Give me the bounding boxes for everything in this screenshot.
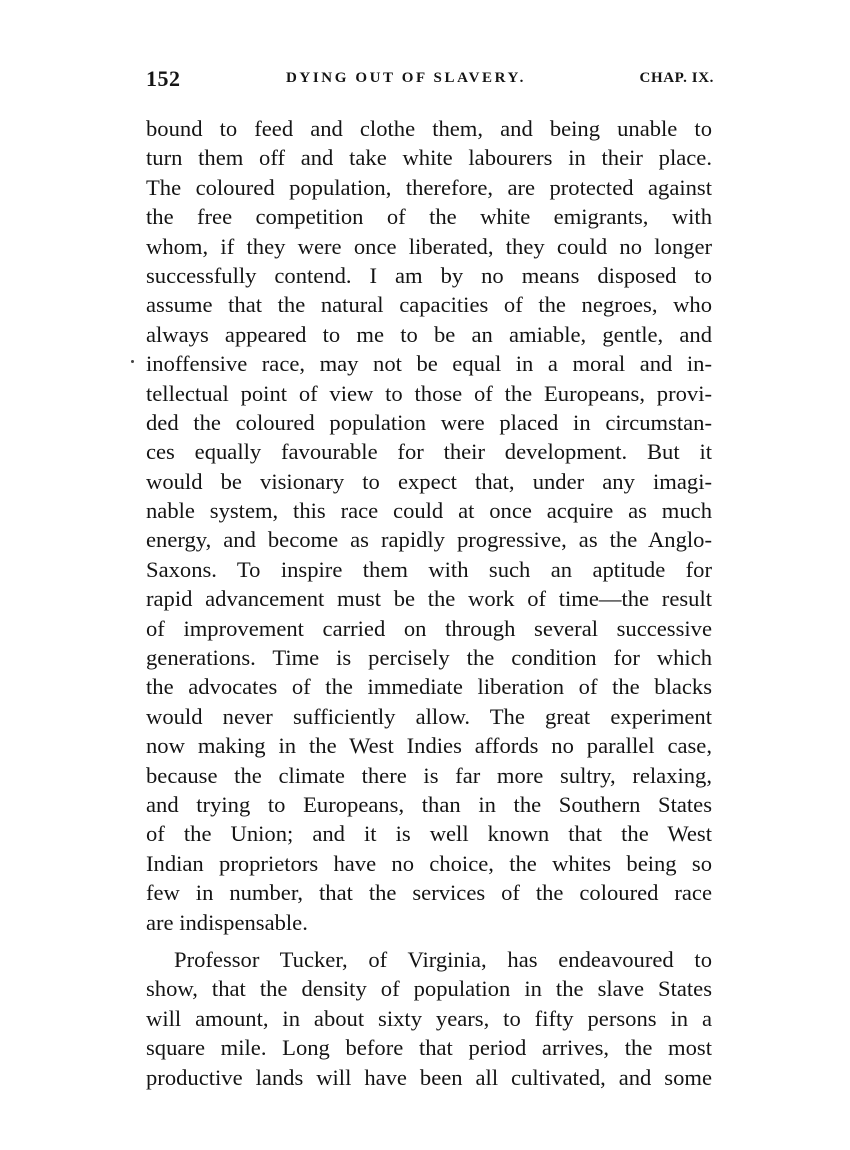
text-line: always appeared to me to be an amiable, gentle, and: [146, 321, 712, 347]
body-text: [146, 114, 712, 1092]
text-line: nable system, this race could at once acquire as much: [146, 498, 712, 524]
text-line: ces equally favourable for their development. But it: [146, 439, 712, 465]
paragraph-2: [146, 945, 712, 1092]
text-line: successfully contend. I am by no means disposed to: [146, 262, 712, 288]
text-line: inoffensive race, may not be equal in a moral and in-: [146, 351, 712, 377]
text-line: assume that the natural capacities of the negroes, who: [146, 292, 712, 318]
text-line: square mile. Long before that period arrives, the most: [146, 1035, 712, 1061]
text-line: Saxons. To inspire them with such an aptitude for: [146, 556, 712, 582]
text-line: would never sufficiently allow. The great experiment: [146, 703, 712, 729]
text-line: productive lands will have been all cultivated, and some: [146, 1064, 712, 1090]
chapter-reference: CHAP. IX.: [639, 70, 714, 86]
text-line: ded the coloured population were placed in circumstan-: [146, 409, 712, 435]
text-line: whom, if they were once liberated, they could no longer: [146, 233, 712, 259]
text-line: of the Union; and it is well known that the West: [146, 821, 712, 847]
running-title: DYING OUT OF SLAVERY.: [286, 70, 526, 86]
text-line: rapid advancement must be the work of time—the result: [146, 586, 712, 612]
paragraph-1: [146, 114, 712, 937]
text-line: bound to feed and clothe them, and being unable to: [146, 116, 712, 141]
paragraph-gap: [146, 937, 712, 945]
text-line: are indispensable.: [146, 909, 308, 935]
text-line: because the climate there is far more sultry, relaxing,: [146, 762, 712, 788]
text-line: the advocates of the immediate liberation of the blacks: [146, 674, 712, 700]
page-number: 152: [146, 66, 181, 91]
text-line: would be visionary to expect that, under any imagi-: [146, 468, 712, 494]
text-line: few in number, that the services of the coloured race: [146, 880, 712, 906]
text-line: will amount, in about sixty years, to fifty persons in a: [146, 1005, 712, 1031]
margin-mark: [131, 360, 134, 363]
text-line: now making in the West Indies affords no parallel case,: [146, 733, 712, 759]
text-line: Professor Tucker, of Virginia, has endeavoured to: [174, 946, 712, 972]
text-line: energy, and become as rapidly progressive, as the Anglo-: [146, 527, 712, 553]
text-line: turn them off and take white labourers in their place.: [146, 145, 712, 171]
text-line: the free competition of the white emigrants, with: [146, 204, 712, 230]
running-head: [146, 66, 714, 96]
text-line: tellectual point of view to those of the Europeans, provi-: [146, 380, 712, 406]
text-line: of improvement carried on through several successive: [146, 615, 712, 641]
text-line: generations. Time is percisely the condition for which: [146, 645, 712, 671]
text-line: The coloured population, therefore, are protected against: [146, 174, 712, 200]
text-line: Indian proprietors have no choice, the whites being so: [146, 850, 712, 876]
text-line: show, that the density of population in the slave States: [146, 976, 712, 1002]
text-line: and trying to Europeans, than in the Southern States: [146, 791, 712, 817]
